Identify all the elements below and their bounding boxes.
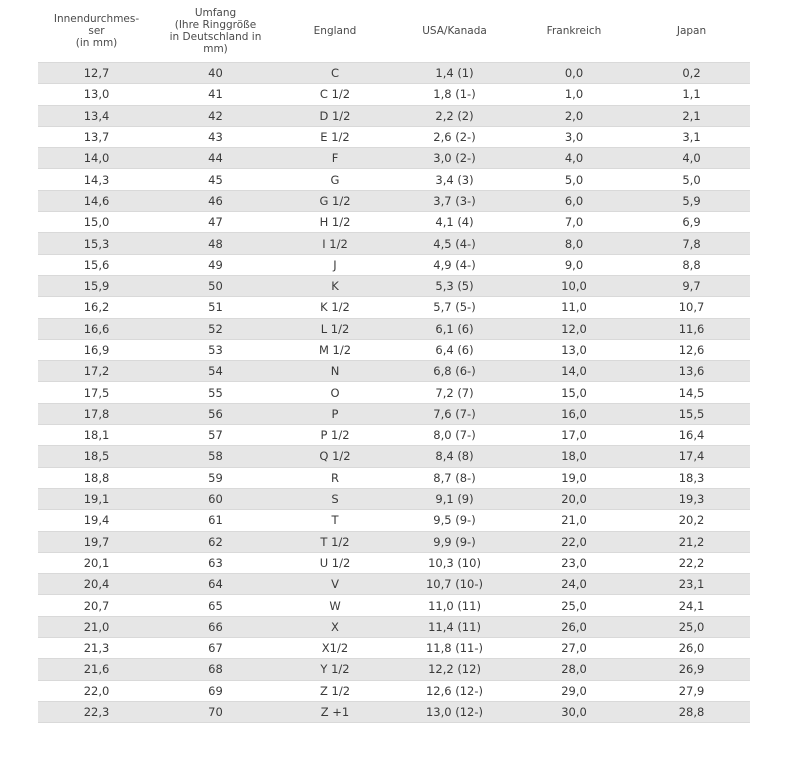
cell-japan: 19,3 xyxy=(678,492,705,507)
cell-france: 5,0 xyxy=(564,172,584,187)
cell-circumference: 68 xyxy=(208,662,223,677)
header-line: Frankreich xyxy=(546,25,602,37)
cell-japan: 10,7 xyxy=(678,300,705,315)
cell-france: 7,0 xyxy=(564,215,584,230)
cell-circumference: 58 xyxy=(208,449,223,464)
header-line: (Ihre Ringgröße xyxy=(174,19,257,31)
cell-japan: 24,1 xyxy=(678,598,705,613)
cell-usa-canada: 2,2 (2) xyxy=(435,108,474,123)
table-row xyxy=(38,147,750,168)
cell-england: K 1/2 xyxy=(320,300,350,315)
cell-england: X1/2 xyxy=(321,641,349,656)
cell-circumference: 60 xyxy=(208,492,223,507)
cell-japan: 5,9 xyxy=(682,193,701,208)
cell-france: 2,0 xyxy=(564,108,584,123)
cell-england: T 1/2 xyxy=(320,534,350,549)
table-row xyxy=(38,318,750,339)
header-france xyxy=(515,25,633,37)
cell-inner-diameter: 22,0 xyxy=(83,683,110,698)
cell-inner-diameter: 16,2 xyxy=(83,300,110,315)
table-row xyxy=(38,168,750,189)
cell-circumference: 44 xyxy=(208,151,223,166)
table-row xyxy=(38,211,750,232)
cell-circumference: 64 xyxy=(208,577,223,592)
cell-japan: 5,0 xyxy=(682,172,701,187)
cell-england: S xyxy=(331,492,339,507)
cell-england: C 1/2 xyxy=(319,87,351,102)
cell-france: 18,0 xyxy=(561,449,587,464)
header-japan xyxy=(633,25,750,37)
cell-usa-canada: 5,7 (5-) xyxy=(433,300,476,315)
cell-england: C xyxy=(330,66,340,81)
cell-inner-diameter: 19,1 xyxy=(83,492,110,507)
cell-inner-diameter: 15,6 xyxy=(83,257,110,272)
cell-england: Q 1/2 xyxy=(319,449,351,464)
table-row xyxy=(38,701,750,722)
table-row xyxy=(38,445,750,466)
cell-japan: 7,8 xyxy=(682,236,701,251)
cell-england: Z +1 xyxy=(320,705,350,720)
cell-japan: 12,6 xyxy=(678,343,705,357)
cell-england: J xyxy=(333,257,337,272)
cell-usa-canada: 1,4 (1) xyxy=(435,66,474,81)
cell-england: K xyxy=(331,279,339,294)
table-row xyxy=(38,616,750,637)
cell-japan: 28,8 xyxy=(678,705,705,720)
cell-inner-diameter: 21,6 xyxy=(83,662,110,677)
cell-france: 11,0 xyxy=(561,300,587,315)
table-row xyxy=(38,552,750,573)
cell-japan: 22,2 xyxy=(678,555,705,570)
cell-inner-diameter: 13,0 xyxy=(83,87,110,102)
table-row xyxy=(38,658,750,679)
cell-france: 21,0 xyxy=(561,513,587,528)
cell-usa-canada: 3,0 (2-) xyxy=(433,151,476,166)
cell-usa-canada: 6,4 (6) xyxy=(435,343,474,357)
cell-japan: 26,9 xyxy=(678,662,705,677)
table-row xyxy=(38,680,750,701)
table-row xyxy=(38,381,750,402)
cell-usa-canada: 4,1 (4) xyxy=(435,215,474,230)
cell-usa-canada: 6,8 (6-) xyxy=(433,364,476,379)
cell-inner-diameter: 15,0 xyxy=(83,215,110,230)
cell-usa-canada: 2,6 (2-) xyxy=(433,130,476,145)
cell-usa-canada: 10,3 (10) xyxy=(428,555,481,570)
cell-circumference: 67 xyxy=(208,641,223,656)
cell-circumference: 52 xyxy=(208,321,223,336)
cell-france: 17,0 xyxy=(561,428,587,443)
cell-circumference: 56 xyxy=(208,406,223,421)
cell-usa-canada: 6,1 (6) xyxy=(435,321,474,336)
cell-circumference: 59 xyxy=(208,470,223,485)
cell-usa-canada: 11,4 (11) xyxy=(428,619,481,634)
cell-usa-canada: 11,8 (11-) xyxy=(425,641,484,656)
header-england xyxy=(276,25,394,37)
header-line: in Deutschland in xyxy=(169,31,262,43)
cell-usa-canada: 3,7 (3-) xyxy=(433,193,476,208)
cell-circumference: 55 xyxy=(208,385,223,400)
cell-england: P 1/2 xyxy=(320,428,350,443)
cell-france: 0,0 xyxy=(564,66,584,81)
cell-japan: 27,9 xyxy=(678,683,705,698)
cell-japan: 17,4 xyxy=(678,449,705,464)
cell-france: 25,0 xyxy=(561,598,587,613)
cell-circumference: 69 xyxy=(208,683,223,698)
cell-circumference: 46 xyxy=(208,193,223,208)
cell-france: 4,0 xyxy=(564,151,584,166)
cell-inner-diameter: 14,0 xyxy=(83,151,110,166)
header-line: Japan xyxy=(676,25,707,37)
cell-inner-diameter: 20,1 xyxy=(83,555,110,570)
cell-france: 10,0 xyxy=(561,279,587,294)
table-row xyxy=(38,83,750,104)
cell-france: 23,0 xyxy=(561,555,587,570)
cell-england: D 1/2 xyxy=(319,108,351,123)
cell-france: 9,0 xyxy=(564,257,584,272)
cell-france: 16,0 xyxy=(561,406,587,421)
cell-france: 22,0 xyxy=(561,534,587,549)
cell-usa-canada: 4,5 (4-) xyxy=(433,236,476,251)
cell-circumference: 48 xyxy=(208,236,223,251)
cell-japan: 0,2 xyxy=(682,66,701,81)
cell-inner-diameter: 19,4 xyxy=(83,513,110,528)
cell-england: U 1/2 xyxy=(319,555,351,570)
header-line: Innendurchmes- xyxy=(53,13,140,25)
table-row xyxy=(38,594,750,615)
cell-circumference: 47 xyxy=(208,215,223,230)
cell-japan: 20,2 xyxy=(678,513,705,528)
cell-circumference: 42 xyxy=(208,108,223,123)
cell-japan: 6,9 xyxy=(682,215,701,230)
cell-inner-diameter: 21,0 xyxy=(83,619,110,634)
cell-france: 6,0 xyxy=(564,193,584,208)
cell-usa-canada: 7,6 (7-) xyxy=(433,406,476,421)
cell-france: 12,0 xyxy=(561,321,587,336)
cell-circumference: 43 xyxy=(208,130,223,145)
cell-usa-canada: 9,5 (9-) xyxy=(433,513,476,528)
cell-inner-diameter: 19,7 xyxy=(83,534,110,549)
cell-japan: 25,0 xyxy=(678,619,705,634)
cell-england: Z 1/2 xyxy=(319,683,351,698)
table-row xyxy=(38,573,750,594)
cell-inner-diameter: 20,7 xyxy=(83,598,110,613)
cell-inner-diameter: 17,8 xyxy=(83,406,110,421)
cell-usa-canada: 4,9 (4-) xyxy=(433,257,476,272)
header-circumference xyxy=(155,7,276,55)
table-row xyxy=(38,424,750,445)
cell-circumference: 62 xyxy=(208,534,223,549)
cell-usa-canada: 10,7 (10-) xyxy=(425,577,484,592)
cell-japan: 13,6 xyxy=(678,364,705,379)
cell-inner-diameter: 17,2 xyxy=(83,364,110,379)
cell-france: 14,0 xyxy=(561,364,587,379)
cell-circumference: 63 xyxy=(208,555,223,570)
table-row xyxy=(38,531,750,552)
cell-france: 26,0 xyxy=(561,619,587,634)
cell-england: N xyxy=(330,364,340,379)
header-line: ser xyxy=(88,25,105,37)
cell-usa-canada: 9,9 (9-) xyxy=(433,534,476,549)
table-row xyxy=(38,488,750,509)
cell-inner-diameter: 17,5 xyxy=(83,385,110,400)
header-line: Umfang xyxy=(194,7,237,19)
cell-circumference: 53 xyxy=(208,343,223,357)
cell-inner-diameter: 15,9 xyxy=(83,279,110,294)
cell-japan: 23,1 xyxy=(678,577,705,592)
cell-usa-canada: 8,0 (7-) xyxy=(433,428,476,443)
cell-japan: 2,1 xyxy=(682,108,701,123)
cell-circumference: 49 xyxy=(208,257,223,272)
cell-inner-diameter: 14,3 xyxy=(83,172,110,187)
cell-circumference: 40 xyxy=(208,66,223,81)
cell-england: X xyxy=(331,619,339,634)
cell-england: R xyxy=(331,470,339,485)
header-usa-canada xyxy=(394,25,515,37)
cell-england: F xyxy=(331,151,339,166)
cell-england: H 1/2 xyxy=(319,215,351,230)
table-header xyxy=(38,0,750,62)
cell-france: 1,0 xyxy=(564,87,584,102)
cell-usa-canada: 12,6 (12-) xyxy=(425,683,484,698)
cell-circumference: 65 xyxy=(208,598,223,613)
cell-france: 3,0 xyxy=(564,130,584,145)
table-row xyxy=(38,637,750,658)
cell-circumference: 50 xyxy=(208,279,223,294)
cell-england: G 1/2 xyxy=(319,193,351,208)
table-row xyxy=(38,339,750,360)
cell-france: 19,0 xyxy=(561,470,587,485)
header-line: England xyxy=(313,25,357,37)
cell-usa-canada: 8,7 (8-) xyxy=(433,470,476,485)
table-row xyxy=(38,232,750,253)
cell-inner-diameter: 16,6 xyxy=(83,321,110,336)
cell-france: 28,0 xyxy=(561,662,587,677)
cell-japan: 18,3 xyxy=(678,470,705,485)
cell-japan: 14,5 xyxy=(678,385,705,400)
cell-inner-diameter: 18,8 xyxy=(83,470,110,485)
cell-inner-diameter: 13,4 xyxy=(83,108,110,123)
header-line: (in mm) xyxy=(75,37,118,49)
cell-france: 15,0 xyxy=(561,385,587,400)
cell-circumference: 51 xyxy=(208,300,223,315)
cell-japan: 4,0 xyxy=(682,151,701,166)
cell-england: G xyxy=(330,172,340,187)
cell-japan: 21,2 xyxy=(678,534,705,549)
cell-france: 27,0 xyxy=(561,641,587,656)
cell-circumference: 66 xyxy=(208,619,223,634)
cell-japan: 9,7 xyxy=(682,279,701,294)
cell-usa-canada: 9,1 (9) xyxy=(435,492,474,507)
cell-england: O xyxy=(330,385,340,400)
cell-france: 24,0 xyxy=(561,577,587,592)
cell-japan: 26,0 xyxy=(678,641,705,656)
table-row xyxy=(38,296,750,317)
cell-circumference: 57 xyxy=(208,428,223,443)
cell-france: 29,0 xyxy=(561,683,587,698)
cell-inner-diameter: 21,3 xyxy=(83,641,110,656)
cell-england: L 1/2 xyxy=(320,321,350,336)
cell-japan: 8,8 xyxy=(682,257,701,272)
cell-japan: 15,5 xyxy=(678,406,705,421)
table-body xyxy=(38,62,750,723)
cell-japan: 11,6 xyxy=(678,321,705,336)
cell-circumference: 61 xyxy=(208,513,223,528)
table-row xyxy=(38,254,750,275)
ring-size-table xyxy=(38,0,750,723)
table-row xyxy=(38,62,750,83)
cell-usa-canada: 8,4 (8) xyxy=(435,449,474,464)
cell-france: 8,0 xyxy=(564,236,584,251)
cell-france: 20,0 xyxy=(561,492,587,507)
table-row xyxy=(38,190,750,211)
cell-usa-canada: 1,8 (1-) xyxy=(433,87,476,102)
cell-inner-diameter: 18,1 xyxy=(83,428,110,443)
cell-england: E 1/2 xyxy=(320,130,350,145)
cell-france: 13,0 xyxy=(561,343,587,357)
cell-inner-diameter: 14,6 xyxy=(83,193,110,208)
cell-inner-diameter: 15,3 xyxy=(83,236,110,251)
table-row xyxy=(38,403,750,424)
cell-inner-diameter: 16,9 xyxy=(83,343,110,357)
table-row xyxy=(38,105,750,126)
cell-japan: 16,4 xyxy=(678,428,705,443)
cell-england: I 1/2 xyxy=(322,236,348,251)
cell-usa-canada: 5,3 (5) xyxy=(435,279,474,294)
table-row xyxy=(38,275,750,296)
cell-england: W xyxy=(329,598,341,613)
cell-england: T xyxy=(331,513,339,528)
cell-usa-canada: 13,0 (12-) xyxy=(425,705,484,720)
cell-inner-diameter: 18,5 xyxy=(83,449,110,464)
cell-england: Y 1/2 xyxy=(320,662,350,677)
cell-france: 30,0 xyxy=(561,705,587,720)
cell-england: V xyxy=(331,577,339,592)
cell-usa-canada: 3,4 (3) xyxy=(435,172,474,187)
table-row xyxy=(38,360,750,381)
table-row xyxy=(38,126,750,147)
cell-inner-diameter: 12,7 xyxy=(83,66,110,81)
header-inner-diameter xyxy=(38,13,155,49)
cell-usa-canada: 11,0 (11) xyxy=(428,598,481,613)
cell-circumference: 41 xyxy=(208,87,223,102)
cell-inner-diameter: 20,4 xyxy=(83,577,110,592)
cell-circumference: 70 xyxy=(208,705,223,720)
cell-usa-canada: 12,2 (12) xyxy=(428,662,481,677)
table-row xyxy=(38,509,750,530)
cell-circumference: 45 xyxy=(208,172,223,187)
cell-england: M 1/2 xyxy=(318,343,352,357)
header-line: USA/Kanada xyxy=(422,25,487,37)
cell-usa-canada: 7,2 (7) xyxy=(435,385,474,400)
cell-inner-diameter: 22,3 xyxy=(83,705,110,720)
cell-england: P xyxy=(331,406,339,421)
cell-japan: 3,1 xyxy=(682,130,701,145)
cell-inner-diameter: 13,7 xyxy=(83,130,110,145)
table-row xyxy=(38,467,750,488)
cell-circumference: 54 xyxy=(208,364,223,379)
header-line: mm) xyxy=(203,43,228,55)
cell-japan: 1,1 xyxy=(682,87,701,102)
